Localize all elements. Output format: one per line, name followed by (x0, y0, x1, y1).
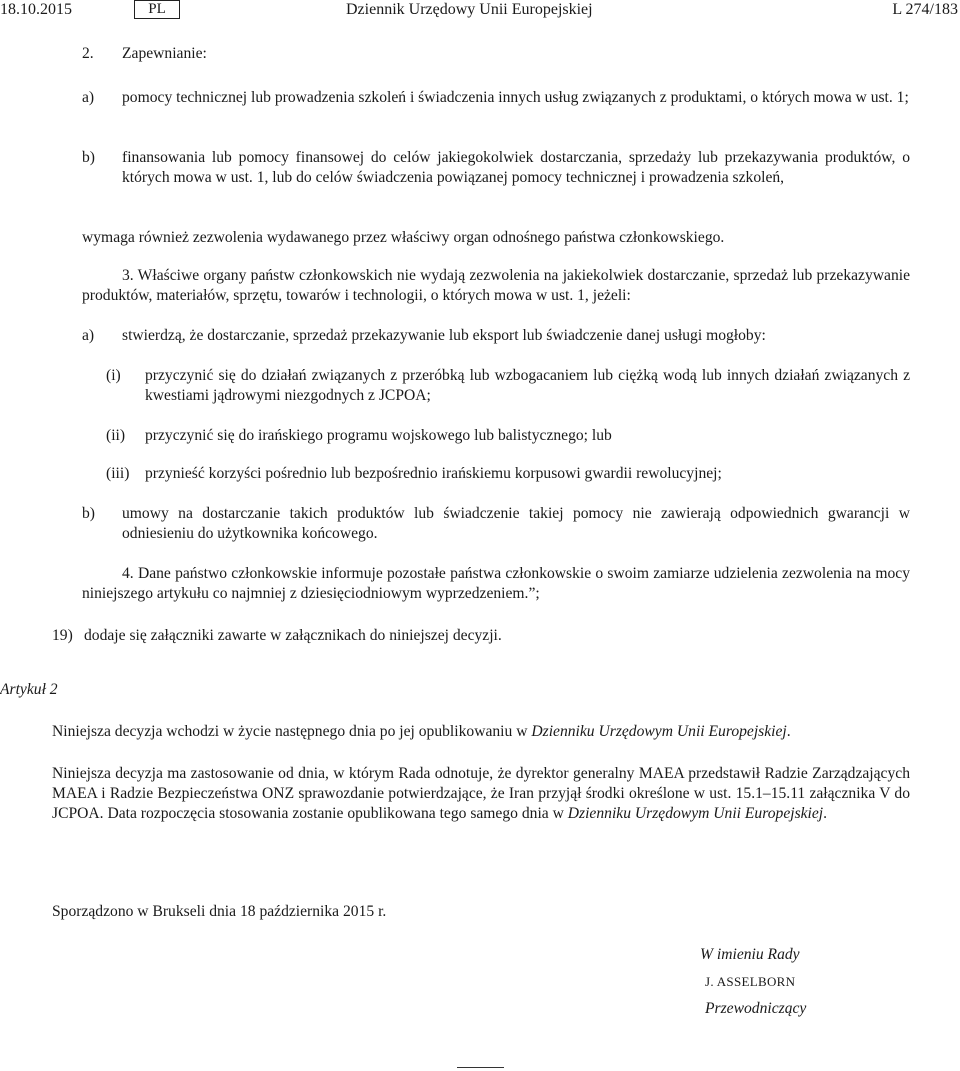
article-p1-end: . (786, 723, 791, 740)
article-paragraph-1 (52, 722, 791, 742)
article-p2-end: . (823, 805, 828, 822)
subpoint-i-label: (i) (106, 367, 121, 384)
section-2-number: 2. (82, 45, 94, 62)
point-a1-label: a) (82, 89, 95, 106)
point-19-number: 19) (52, 627, 73, 644)
point-19-text: dodaje się załączniki zawarte w załącznikach do niniejszej decyzji. (84, 627, 502, 644)
section-4-body: Dane państwo członkowskie informuje pozostałe państwa członkowskie o swoim zamiarze udzielenia zezwolenia na mocy niniejszego artykułu co najmniej z dziesięciodniowym wyprzedzeniem.”; (82, 565, 910, 602)
subpoint-ii-label: (ii) (106, 427, 126, 444)
page-reference: L 274/183 (892, 1, 958, 18)
article-p1-text: Niniejsza decyzja wchodzi w życie następnego dnia po jej opublikowaniu w (52, 723, 532, 740)
footer-rule (457, 1067, 504, 1068)
point-b2-text: umowy na dostarczanie takich produktów lub świadczenie takiej pomocy nie zawierają odpowiednich gwarancji w odniesieniu do użytkownika końcowego. (122, 505, 910, 542)
language-badge: PL (134, 0, 180, 19)
signature-role: Przewodniczący (705, 1000, 807, 1017)
point-a2-text: stwierdzą, że dostarczanie, sprzedaż przekazywanie lub eksport lub świadczenie danej usługi mogłoby: (122, 327, 766, 344)
section-4-text (82, 564, 910, 604)
point-b1-text: finansowania lub pomocy finansowej do celów jakiegokolwiek dostarczania, sprzedaży lub przekazywania produktów, o których mowa w ust. 1, lub do celów świadczenia powiązanej pomocy technicznej i prowadzenia szkoleń, (122, 149, 910, 186)
publication-date: 18.10.2015 (0, 1, 72, 18)
section-3-body: Właściwe organy państw członkowskich nie wydają zezwolenia na jakiekolwiek dostarczanie, sprzedaż lub przekazywanie produktów, materiałów, sprzętu, towarów i technologii, o których mowa w ust. 1, jeżeli: (82, 267, 910, 304)
section-4-number: 4. (122, 565, 134, 582)
article-p2-text: Niniejsza decyzja ma zastosowanie od dnia, w którym Rada odnotuje, że dyrektor generalny MAEA przedstawił Radzie Zarządzających MAEA i Radzie Bezpieczeństwa ONZ sprawozdanie potwierdzające, że Iran przyjął środki określone w ust. 15.1–15.11 załącznika V do JCPOA. Data rozpoczęcia stosowania zostanie opublikowana tego samego dnia w (52, 765, 910, 822)
done-at-line: Sporządzono w Brukseli dnia 18 października 2015 r. (52, 903, 387, 920)
section-3-text (82, 266, 910, 306)
journal-title: Dziennik Urzędowy Unii Europejskiej (346, 1, 593, 18)
point-b2-label: b) (82, 505, 95, 522)
subpoint-ii-text: przyczynić się do irańskiego programu wojskowego lub balistycznego; lub (145, 427, 612, 444)
subpoint-i-text: przyczynić się do działań związanych z przeróbką lub wzbogacaniem lub ciężką wodą lub innych działań związanych z kwestiami jądrowymi niezgodnych z JCPOA; (145, 367, 910, 404)
article-p1-journal: Dzienniku Urzędowym Unii Europejskiej (531, 723, 787, 740)
article-p2-journal: Dzienniku Urzędowym Unii Europejskiej (567, 805, 824, 822)
point-a1-text: pomocy technicznej lub prowadzenia szkoleń i świadczenia innych usług związanych z produktami, o których mowa w ust. 1; (122, 89, 909, 106)
section-3-number: 3. (122, 267, 134, 284)
section-2-intro: Zapewnianie: (122, 45, 207, 62)
signature-on-behalf: W imieniu Rady (700, 946, 800, 963)
article-heading: Artykuł 2 (0, 681, 58, 698)
point-a2-label: a) (82, 327, 95, 344)
signature-name: J. ASSELBORN (705, 974, 796, 989)
point-b1-label: b) (82, 149, 95, 166)
subpoint-iii-label: (iii) (106, 465, 130, 482)
section-2-tail: wymaga również zezwolenia wydawanego przez właściwy organ odnośnego państwa członkowskiego. (82, 229, 725, 246)
subpoint-iii-text: przynieść korzyści pośrednio lub bezpośrednio irańskiemu korpusowi gwardii rewolucyjnej; (145, 465, 722, 482)
article-paragraph-2 (52, 764, 910, 824)
